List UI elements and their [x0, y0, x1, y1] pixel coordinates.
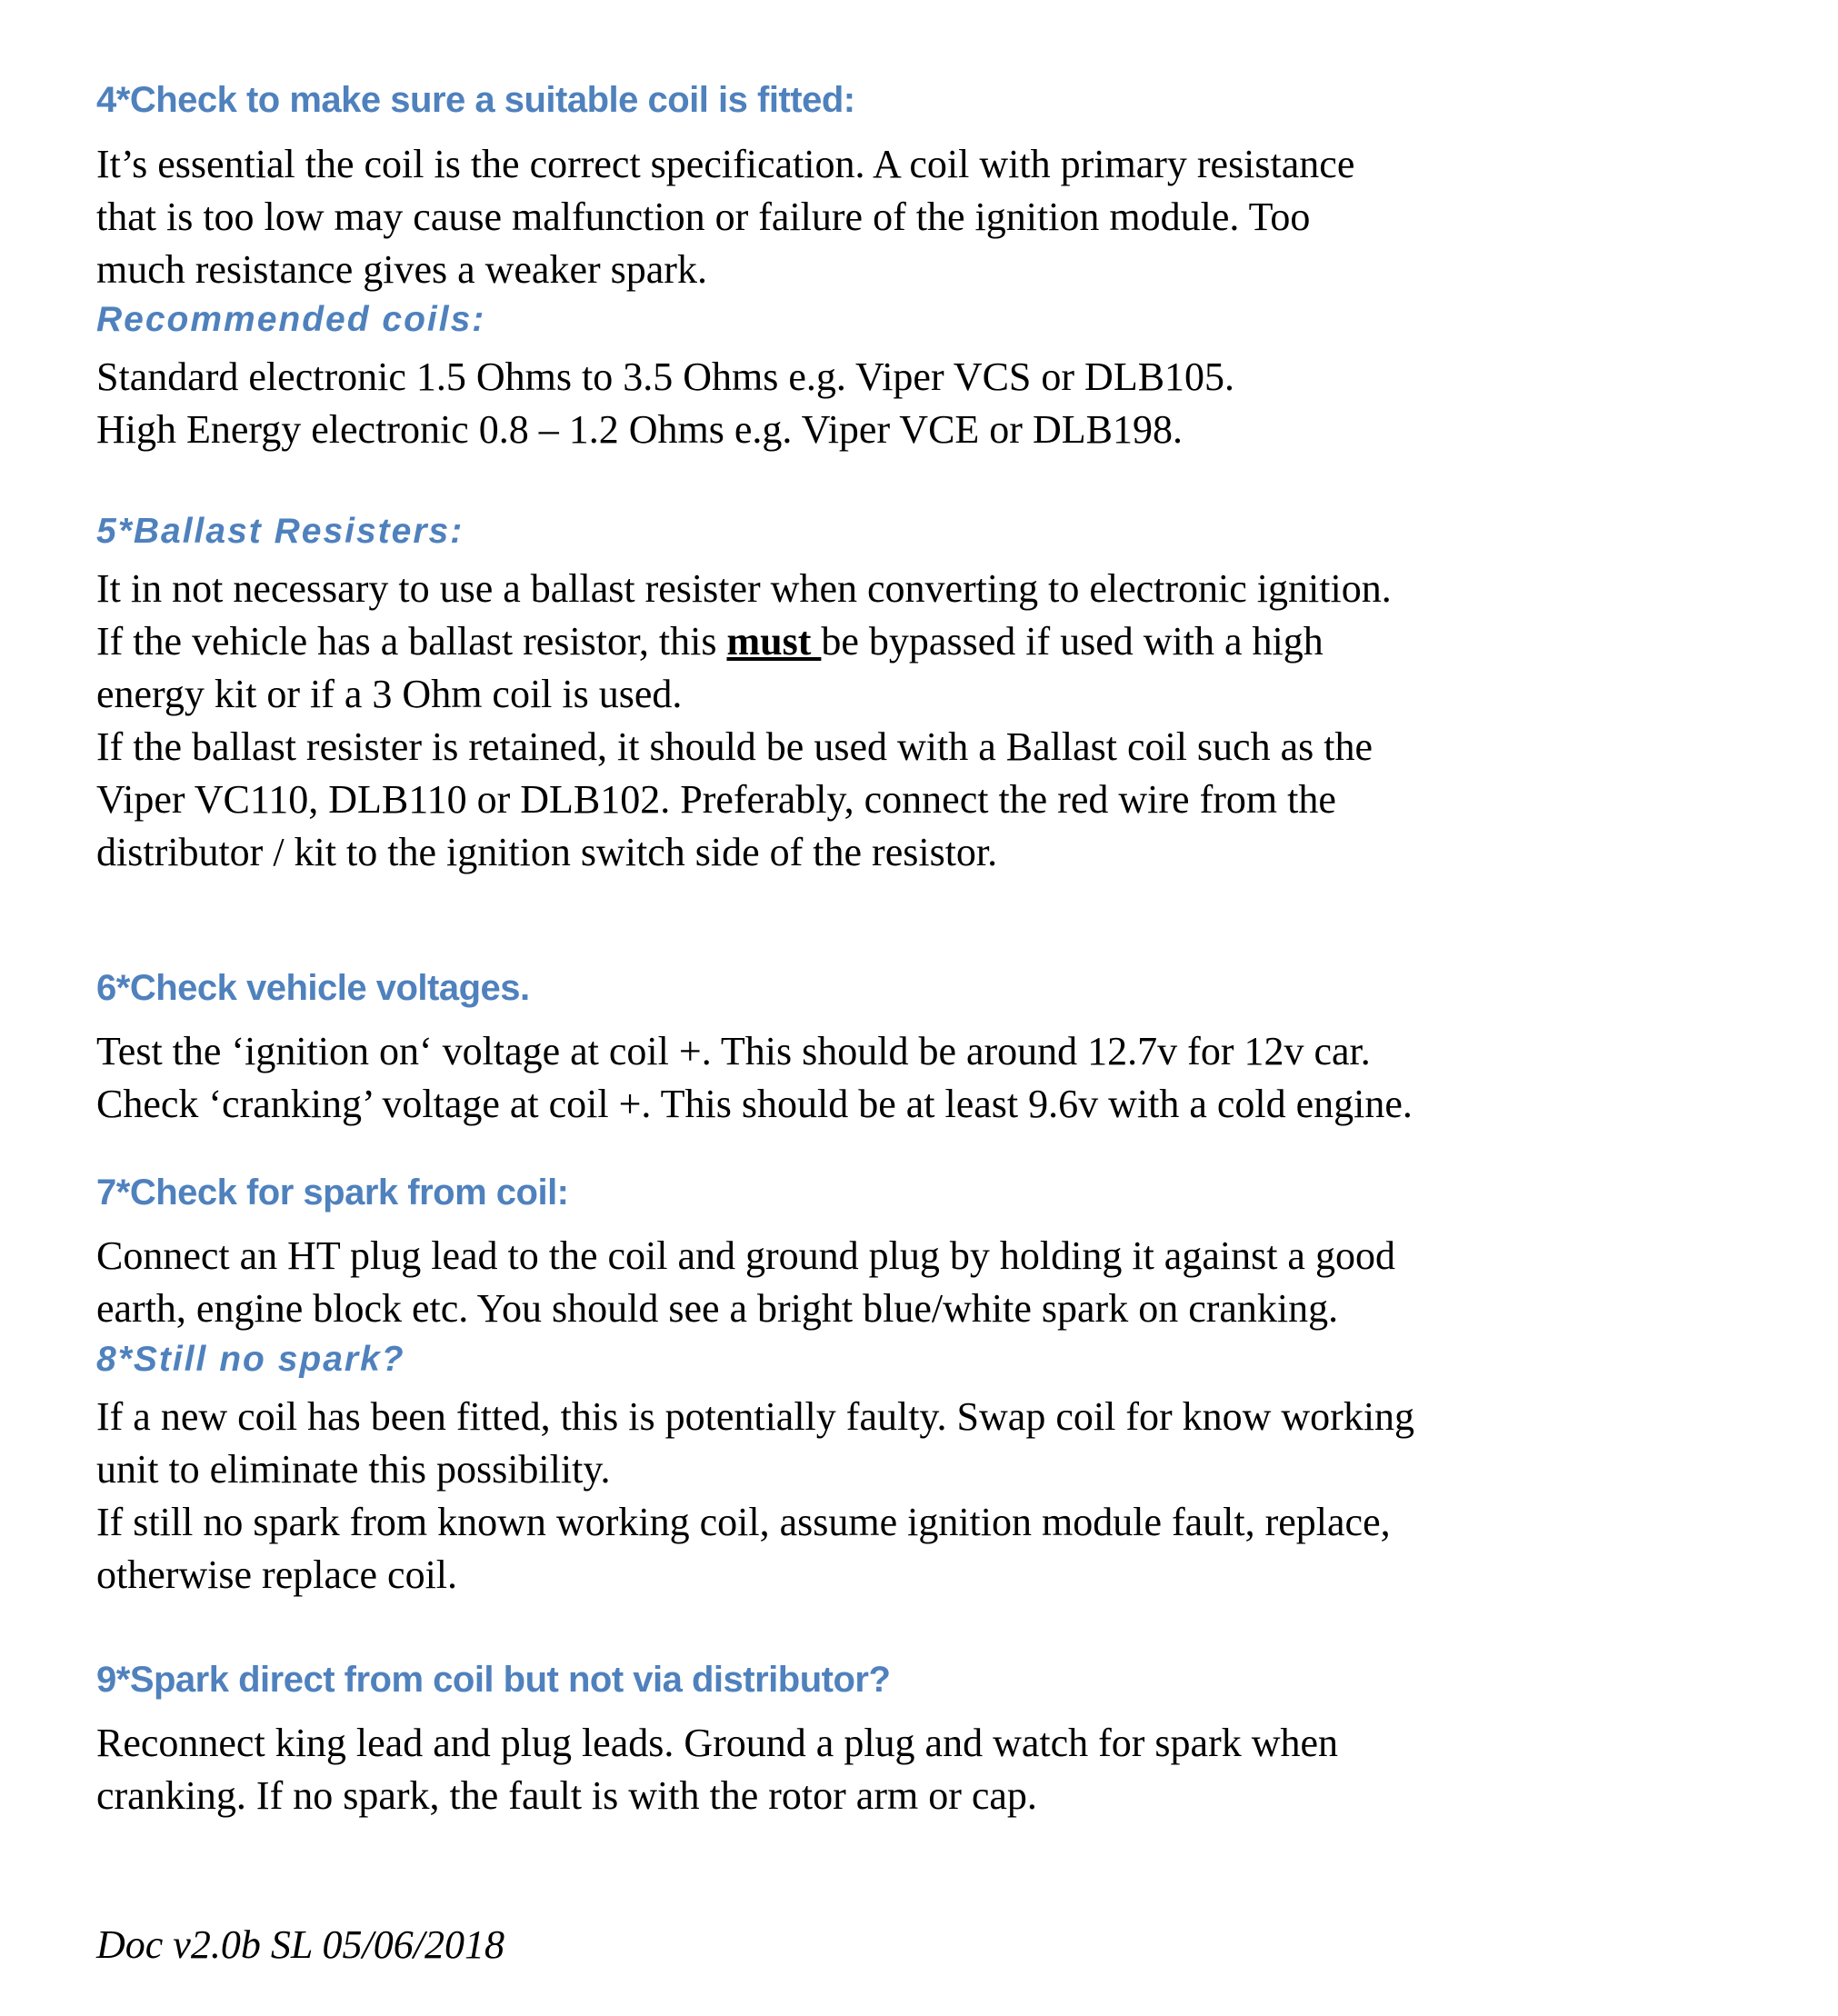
section-5-heading: 5*Ballast Resisters:: [96, 512, 464, 551]
emphasis-must: must: [726, 619, 822, 664]
section-6-body: [96, 1025, 1413, 1131]
text-run: If the vehicle has a ballast resistor, this: [96, 619, 727, 664]
section-8-body: [96, 1391, 1414, 1602]
section-4-heading: 4*Check to make sure a suitable coil is fitted:: [96, 80, 855, 120]
body-line: distributor / kit to the ignition switch side of the resistor.: [96, 830, 998, 874]
body-line: that is too low may cause malfunction or failure of the ignition module. Too: [96, 195, 1311, 239]
section-9-body: [96, 1717, 1338, 1822]
section-5-body: [96, 563, 1392, 879]
section-9-heading: 9*Spark direct from coil but not via distributor?: [96, 1660, 891, 1700]
body-line: If a new coil has been fitted, this is potentially faulty. Swap coil for know working: [96, 1394, 1415, 1439]
body-line: cranking. If no spark, the fault is with the rotor arm or cap.: [96, 1773, 1037, 1818]
document-version-footer: Doc v2.0b SL 05/06/2018: [96, 1922, 504, 1967]
body-line: earth, engine block etc. You should see a bright blue/white spark on cranking.: [96, 1286, 1339, 1331]
body-line: much resistance gives a weaker spark.: [96, 247, 707, 292]
body-line: Test the ‘ignition on‘ voltage at coil +. This should be around 12.7v for 12v car.: [96, 1029, 1371, 1073]
section-8-heading: 8*Still no spark?: [96, 1340, 405, 1379]
body-line: [96, 615, 1392, 668]
section-4-coils: [96, 351, 1234, 456]
section-6-heading: 6*Check vehicle voltages.: [96, 968, 530, 1008]
body-line: Connect an HT plug lead to the coil and ground plug by holding it against a good: [96, 1233, 1395, 1278]
body-line: It in not necessary to use a ballast resister when converting to electronic ignition.: [96, 566, 1392, 611]
section-7-body: [96, 1230, 1395, 1335]
body-line: otherwise replace coil.: [96, 1552, 458, 1597]
body-line: Check ‘cranking’ voltage at coil +. This should be at least 9.6v with a cold engine.: [96, 1082, 1413, 1126]
body-line: It’s essential the coil is the correct specification. A coil with primary resistance: [96, 142, 1355, 186]
body-line: Reconnect king lead and plug leads. Ground a plug and watch for spark when: [96, 1721, 1339, 1765]
section-7-heading: 7*Check for spark from coil:: [96, 1173, 569, 1213]
body-line: Viper VC110, DLB110 or DLB102. Preferably, connect the red wire from the: [96, 777, 1336, 822]
text-run: be bypassed if used with a high: [821, 619, 1324, 664]
body-line: energy kit or if a 3 Ohm coil is used.: [96, 672, 683, 716]
body-line: High Energy electronic 0.8 – 1.2 Ohms e.g. Viper VCE or DLB198.: [96, 407, 1183, 452]
body-line: If the ballast resister is retained, it should be used with a Ballast coil such as the: [96, 724, 1373, 769]
body-line: Standard electronic 1.5 Ohms to 3.5 Ohms e.g. Viper VCS or DLB105.: [96, 354, 1235, 399]
section-4-body: [96, 138, 1354, 296]
section-4-subheading: Recommended coils:: [96, 300, 486, 339]
body-line: unit to eliminate this possibility.: [96, 1447, 611, 1492]
body-line: If still no spark from known working coil, assume ignition module fault, replace,: [96, 1500, 1391, 1544]
